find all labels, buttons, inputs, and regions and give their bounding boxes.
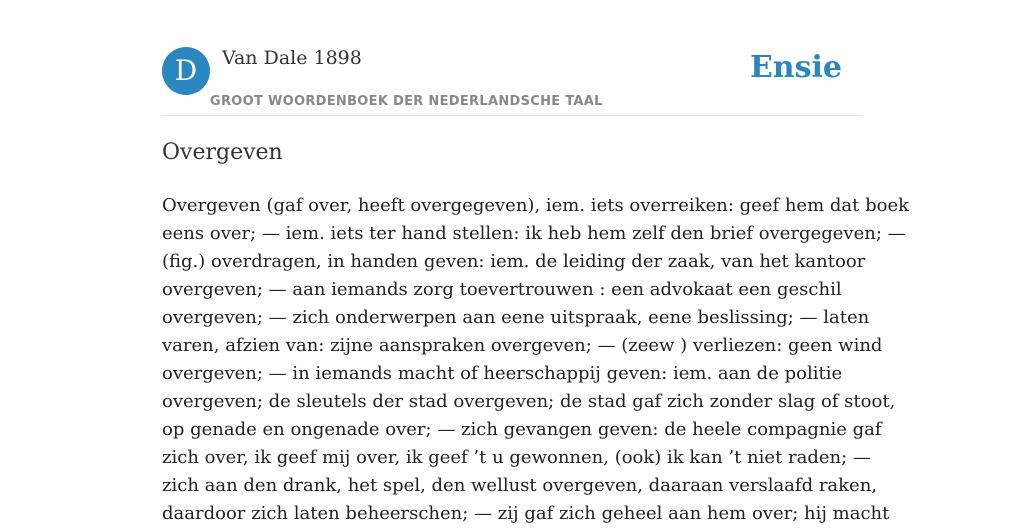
entry-line: Overgeven (gaf over, heeft overgegeven), iem. iets overreiken: geef hem dat boek: [162, 195, 909, 216]
entry-line: overgeven; — aan iemands zorg toevertrouwen : een advokaat een geschil: [162, 279, 842, 300]
entry-line: varen, afzien van: zijne aanspraken overgeven; — (zeew ) verliezen: geen wind: [162, 335, 883, 356]
source-logo-icon[interactable]: D: [162, 47, 210, 95]
entry-line: eens over; — iem. iets ter hand stellen: ik heb hem zelf den brief overgegeven; —: [162, 223, 906, 244]
header-divider: [162, 115, 862, 116]
header: [162, 44, 862, 116]
entry-line: daardoor zich laten beheerschen; — zij gaf zich geheel aan hem over; hij macht: [162, 503, 890, 524]
source-title-link[interactable]: Van Dale 1898: [222, 47, 362, 69]
entry-line: overgeven; — zich onderwerpen aan eene uitspraak, eene beslissing; — laten: [162, 307, 870, 328]
entry-line: zich over, ik geef mij over, ik geef ’t u gewonnen, (ook) ik kan ’t niet raden; —: [162, 447, 871, 468]
entry-line: op genade en ongenade over; — zich gevangen geven: de heele compagnie gaf: [162, 419, 882, 440]
entry-body: [162, 192, 909, 528]
ensie-logo-link[interactable]: Ensie: [749, 50, 842, 85]
entry-line: overgeven; de sleutels der stad overgeven; de stad gaf zich zonder slag of stoot,: [162, 391, 896, 412]
entry-title: Overgeven: [162, 140, 283, 165]
entry-line: (fig.) overdragen, in handen geven: iem. de leiding der zaak, van het kantoor: [162, 251, 866, 272]
entry-line: overgeven; — in iemands macht of heerschappij geven: iem. aan de politie: [162, 363, 843, 384]
source-subtitle: GROOT WOORDENBOEK DER NEDERLANDSCHE TAAL: [210, 94, 603, 109]
entry-line: zich aan den drank, het spel, den wellust overgeven, daaraan verslaafd raken,: [162, 475, 878, 496]
